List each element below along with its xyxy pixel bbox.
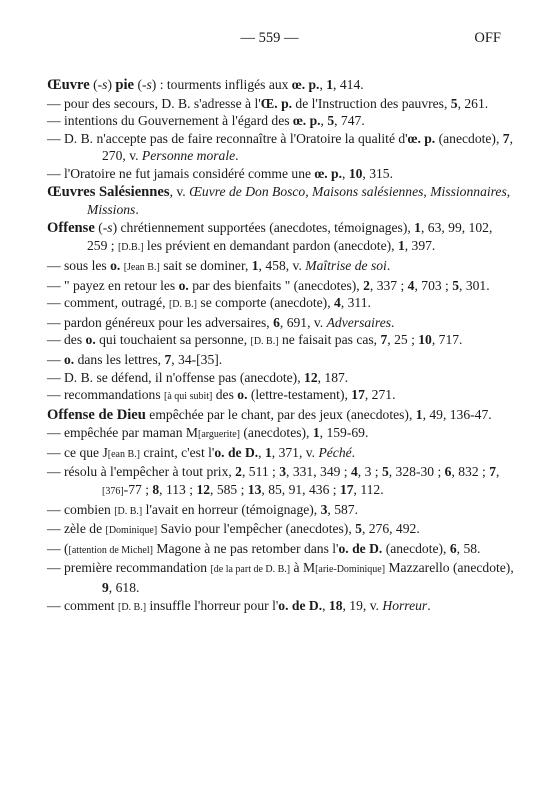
entry-text: — <box>47 351 64 367</box>
entry-text: Missionnaires <box>430 183 507 199</box>
entry-text: à M <box>290 560 316 576</box>
index-headword-entry <box>47 183 515 219</box>
entry-text: , 63, 99, 102, 259 ; <box>87 219 493 254</box>
entry-text: , 112. <box>353 482 384 498</box>
index-subentry <box>47 559 515 596</box>
entry-text: Œ. p. <box>260 95 293 111</box>
entry-text: pie <box>115 77 135 93</box>
index-subentry <box>47 165 515 183</box>
entry-text: 1 <box>415 406 423 422</box>
entry-text: 7 <box>489 464 496 480</box>
entry-text: — ( <box>47 540 69 556</box>
entry-text: . <box>235 148 239 164</box>
entry-text: (anecdote), <box>435 130 503 146</box>
entry-text: , 331, 349 ; <box>286 464 351 480</box>
entry-text: 13 <box>247 482 262 498</box>
entry-text: , <box>319 77 327 92</box>
entry-text: , 371, v. <box>271 444 319 460</box>
entry-text: — zèle de <box>47 521 106 537</box>
entry-text: craint, c'est l' <box>140 444 215 460</box>
entry-text: (lettre-testament), <box>247 387 352 403</box>
entry-text: Offense <box>47 219 95 236</box>
entry-text: 1 <box>264 444 272 460</box>
entry-text: , 458, v. <box>258 257 306 273</box>
entry-text: , 337 ; <box>369 277 408 293</box>
entry-text: [D. B.] <box>117 601 147 613</box>
entry-text: , 85, 91, 436 ; <box>261 482 340 498</box>
entry-text: — D. B. se défend, il n'offense pas (anecdote), <box>47 369 305 385</box>
entry-text: . <box>391 314 395 330</box>
running-head: OFF <box>474 30 501 46</box>
entry-text: (- <box>89 77 103 92</box>
entry-text: o. de D. <box>338 540 383 556</box>
entry-text: des <box>212 387 238 403</box>
entry-text: Mazzarello (anecdote), <box>385 560 514 576</box>
entry-text: . <box>351 444 356 460</box>
index-subentry <box>47 112 515 130</box>
entry-text: , 703 ; <box>414 277 453 293</box>
entry-text: Savio pour l'empêcher (anecdotes), <box>157 521 356 537</box>
entry-text: , 159-69. <box>319 425 369 441</box>
entry-text: œ. p. <box>292 113 321 129</box>
index-subentry <box>47 314 515 332</box>
entry-text: Missions <box>87 202 136 218</box>
entry-text: 3 <box>320 501 328 517</box>
entry-text: , <box>320 113 328 129</box>
entry-text: 1 <box>251 257 259 273</box>
entry-text: 8 <box>152 482 160 498</box>
entry-text: (anecdote), <box>382 540 450 556</box>
entry-text: 10 <box>418 332 432 348</box>
entry-text: 7 <box>380 332 388 348</box>
entry-text: — intentions du Gouvernement à l'égard des <box>47 113 293 129</box>
index-subentry <box>47 95 515 113</box>
entry-text: (anecdotes), <box>240 425 313 441</box>
entry-text: 12 <box>304 369 318 385</box>
index-subentry <box>47 257 515 277</box>
entry-text: [Dominique] <box>105 525 158 537</box>
entry-text: sait se dominer, <box>159 257 252 273</box>
entry-text: 1 <box>414 219 421 235</box>
entry-text: [à qui subit] <box>164 391 213 403</box>
index-subentry <box>47 386 515 406</box>
entry-text: — des <box>47 332 86 348</box>
index-subentry <box>47 540 515 560</box>
index-headword-entry <box>47 219 515 257</box>
entry-text: . <box>386 257 391 273</box>
entry-text: , 261. <box>457 95 489 111</box>
entry-text: Personne morale <box>141 148 236 164</box>
index-subentry <box>47 277 515 295</box>
entry-text: , 315. <box>362 165 393 181</box>
entry-text: 1 <box>397 238 405 254</box>
entry-text: s <box>102 77 108 92</box>
entry-text: 5 <box>381 464 389 480</box>
index-subentry <box>47 331 515 351</box>
entry-text: 10 <box>348 165 363 181</box>
entry-text: œ. p. <box>291 77 320 92</box>
entry-text: — recommandations <box>47 387 165 403</box>
entry-text: , 25 ; <box>387 332 419 348</box>
entry-text: [arguerite] <box>197 429 240 441</box>
entry-text: — résolu à l'empêcher à tout prix, <box>47 464 236 480</box>
entry-text: 6 <box>444 464 452 480</box>
entry-text: — première recommandation <box>47 560 211 576</box>
entry-text: , 19, v. <box>342 597 383 613</box>
entry-text: 2 <box>363 277 370 293</box>
entry-text: — comment, outragé, <box>47 295 169 311</box>
entry-text: , 113 ; <box>159 482 197 498</box>
entry-text: , 618. <box>108 580 140 596</box>
entry-text: — sous les <box>47 257 111 273</box>
entry-text: o. de D. <box>278 597 323 613</box>
entry-text: , 585 ; <box>210 482 248 498</box>
index-subentry <box>47 463 515 500</box>
entry-text: , 271. <box>364 387 396 403</box>
entry-text: — empêchée par maman M <box>47 425 198 441</box>
entry-text: 7 <box>502 130 510 146</box>
entry-text: , 587. <box>327 501 358 517</box>
entry-text: o. <box>85 332 96 348</box>
entry-text: , <box>506 183 511 199</box>
entry-text: , 187. <box>317 369 349 385</box>
entry-text: empêchée par le chant, par des jeux (anecdotes), <box>145 406 416 422</box>
entry-text: Maîtrise de soi <box>305 257 387 273</box>
entry-text: 9 <box>102 580 109 596</box>
entry-text: — comment <box>47 597 118 613</box>
entry-text: , <box>423 183 431 199</box>
index-subentry <box>47 520 515 540</box>
entry-text: , 270, v. <box>102 130 513 164</box>
index-subentry <box>47 597 515 617</box>
entry-text: insuffle l'horreur pour l' <box>146 597 279 613</box>
index-entries <box>47 76 515 616</box>
entry-text: o. <box>110 257 121 273</box>
entry-text: [Jean B.] <box>123 261 160 273</box>
entry-text: -77 ; <box>123 482 153 498</box>
index-subentry <box>47 424 515 444</box>
entry-text: , v. <box>169 183 190 199</box>
entry-text: qui touchaient sa personne, <box>95 332 251 348</box>
index-subentry <box>47 444 515 464</box>
index-subentry <box>47 369 515 387</box>
entry-text: , 511 ; <box>241 464 280 480</box>
entry-text: Maisons salésiennes <box>312 183 424 199</box>
entry-text: [arie-Dominique] <box>315 564 386 576</box>
entry-text: , <box>496 464 500 480</box>
entry-text: se comporte (anecdote), <box>197 295 335 311</box>
entry-text: s <box>146 77 152 92</box>
entry-text: 1 <box>312 425 320 441</box>
entry-text: [ean B.] <box>107 448 140 460</box>
entry-text: œ. p. <box>314 165 343 181</box>
entry-text: , 3 ; <box>357 464 382 480</box>
entry-text: les prévient en demandant pardon (anecdote), <box>143 238 398 254</box>
entry-text: 17 <box>339 482 354 498</box>
entry-text: — D. B. n'accepte pas de faire reconnaître à l'Oratoire la qualité d' <box>47 130 408 146</box>
entry-text: o. <box>64 351 75 367</box>
entry-text: 7 <box>164 351 172 367</box>
entry-text: (- <box>134 77 147 92</box>
entry-text: Péché <box>318 444 352 460</box>
index-subentry <box>47 351 515 369</box>
entry-text: 5 <box>450 95 458 111</box>
entry-text: , 49, 136-47. <box>422 406 492 422</box>
index-subentry <box>47 130 515 165</box>
entry-text: Magone à ne pas retomber dans l' <box>152 540 339 556</box>
entry-text: , <box>322 597 329 613</box>
entry-text: (- <box>94 219 108 235</box>
entry-text: [D. B.] <box>168 299 197 311</box>
entry-text: , 34-[35]. <box>171 351 223 367</box>
entry-text: o. <box>237 387 248 403</box>
entry-text: [attention de Michel] <box>68 544 153 556</box>
entry-text: l'avait en horreur (témoignage), <box>142 501 321 517</box>
entry-text: 5 <box>327 113 335 129</box>
entry-text: 12 <box>196 482 211 498</box>
page-header <box>0 30 539 50</box>
entry-text: 18 <box>328 597 343 613</box>
entry-text: 4 <box>407 277 415 293</box>
entry-text: s <box>107 219 113 235</box>
entry-text: de l'Instruction des pauvres, <box>292 95 451 111</box>
entry-text: 17 <box>351 387 365 403</box>
entry-text: 6 <box>449 540 457 556</box>
entry-text: , 276, 492. <box>361 521 420 537</box>
entry-text: — pour des secours, D. B. s'adresse à l' <box>47 95 261 111</box>
entry-text: ) <box>107 77 116 92</box>
entry-text: œ. p. <box>407 130 436 146</box>
entry-text: [D. B.] <box>250 336 279 348</box>
entry-text: 4 <box>334 295 341 311</box>
entry-text: , 58. <box>456 540 481 556</box>
entry-text: — ce que J <box>47 444 108 460</box>
entry-text: o. <box>178 277 189 293</box>
page-number: — 559 — <box>240 30 299 46</box>
entry-text: , <box>342 165 349 181</box>
entry-text: [D. B.] <box>114 505 143 517</box>
index-subentry <box>47 294 515 314</box>
entry-text: , 747. <box>334 113 365 129</box>
index-headword-entry <box>47 76 515 95</box>
entry-text: , 832 ; <box>451 464 490 480</box>
entry-text: [376] <box>102 486 124 498</box>
entry-text: par des bienfaits " (anecdotes), <box>188 277 364 293</box>
entry-text: Adversaires <box>326 314 392 330</box>
entry-text: 5 <box>452 277 460 293</box>
entry-text: Œuvres Salésiennes <box>47 183 170 200</box>
entry-text: , 397. <box>404 238 436 254</box>
entry-text: o. de D. <box>214 444 259 460</box>
entry-text: , <box>258 444 265 460</box>
entry-text: , 311. <box>340 295 371 311</box>
entry-text: , 717. <box>431 332 463 348</box>
entry-text: . <box>135 202 139 218</box>
index-headword-entry <box>47 406 515 425</box>
entry-text: 2 <box>235 464 242 480</box>
entry-text: ) chrétiennement supportées (anecdotes, témoignages), <box>112 219 415 235</box>
entry-text: [de la part de D. B.] <box>210 564 291 576</box>
entry-text: . <box>427 597 431 613</box>
entry-text: ne faisait pas cas, <box>278 332 381 348</box>
entry-text: ) : tourments infligés aux <box>151 77 292 92</box>
entry-text: , 414. <box>333 77 364 92</box>
entry-text: , 691, v. <box>279 314 327 330</box>
entry-text: Œuvre <box>47 77 90 93</box>
entry-text: — l'Oratoire ne fut jamais considéré comme une <box>47 165 315 181</box>
entry-text: — " payez en retour les <box>47 277 179 293</box>
entry-text: , 301. <box>459 277 490 293</box>
entry-text: 3 <box>279 464 287 480</box>
entry-text: — combien <box>47 501 115 517</box>
entry-text: [D.B.] <box>117 242 144 254</box>
entry-text: — pardon généreux pour les adversaires, <box>47 314 274 330</box>
entry-text: 1 <box>326 77 334 92</box>
entry-text: Œuvre de Don Bosco <box>189 183 306 199</box>
entry-text: 5 <box>355 521 362 537</box>
entry-text: Horreur <box>382 597 428 613</box>
entry-text: , <box>305 183 313 199</box>
index-subentry <box>47 501 515 521</box>
entry-text: , 328-30 ; <box>388 464 445 480</box>
entry-text: 4 <box>350 464 358 480</box>
entry-text: 6 <box>273 314 280 330</box>
entry-text: Offense de Dieu <box>47 406 146 423</box>
entry-text: dans les lettres, <box>74 351 165 367</box>
